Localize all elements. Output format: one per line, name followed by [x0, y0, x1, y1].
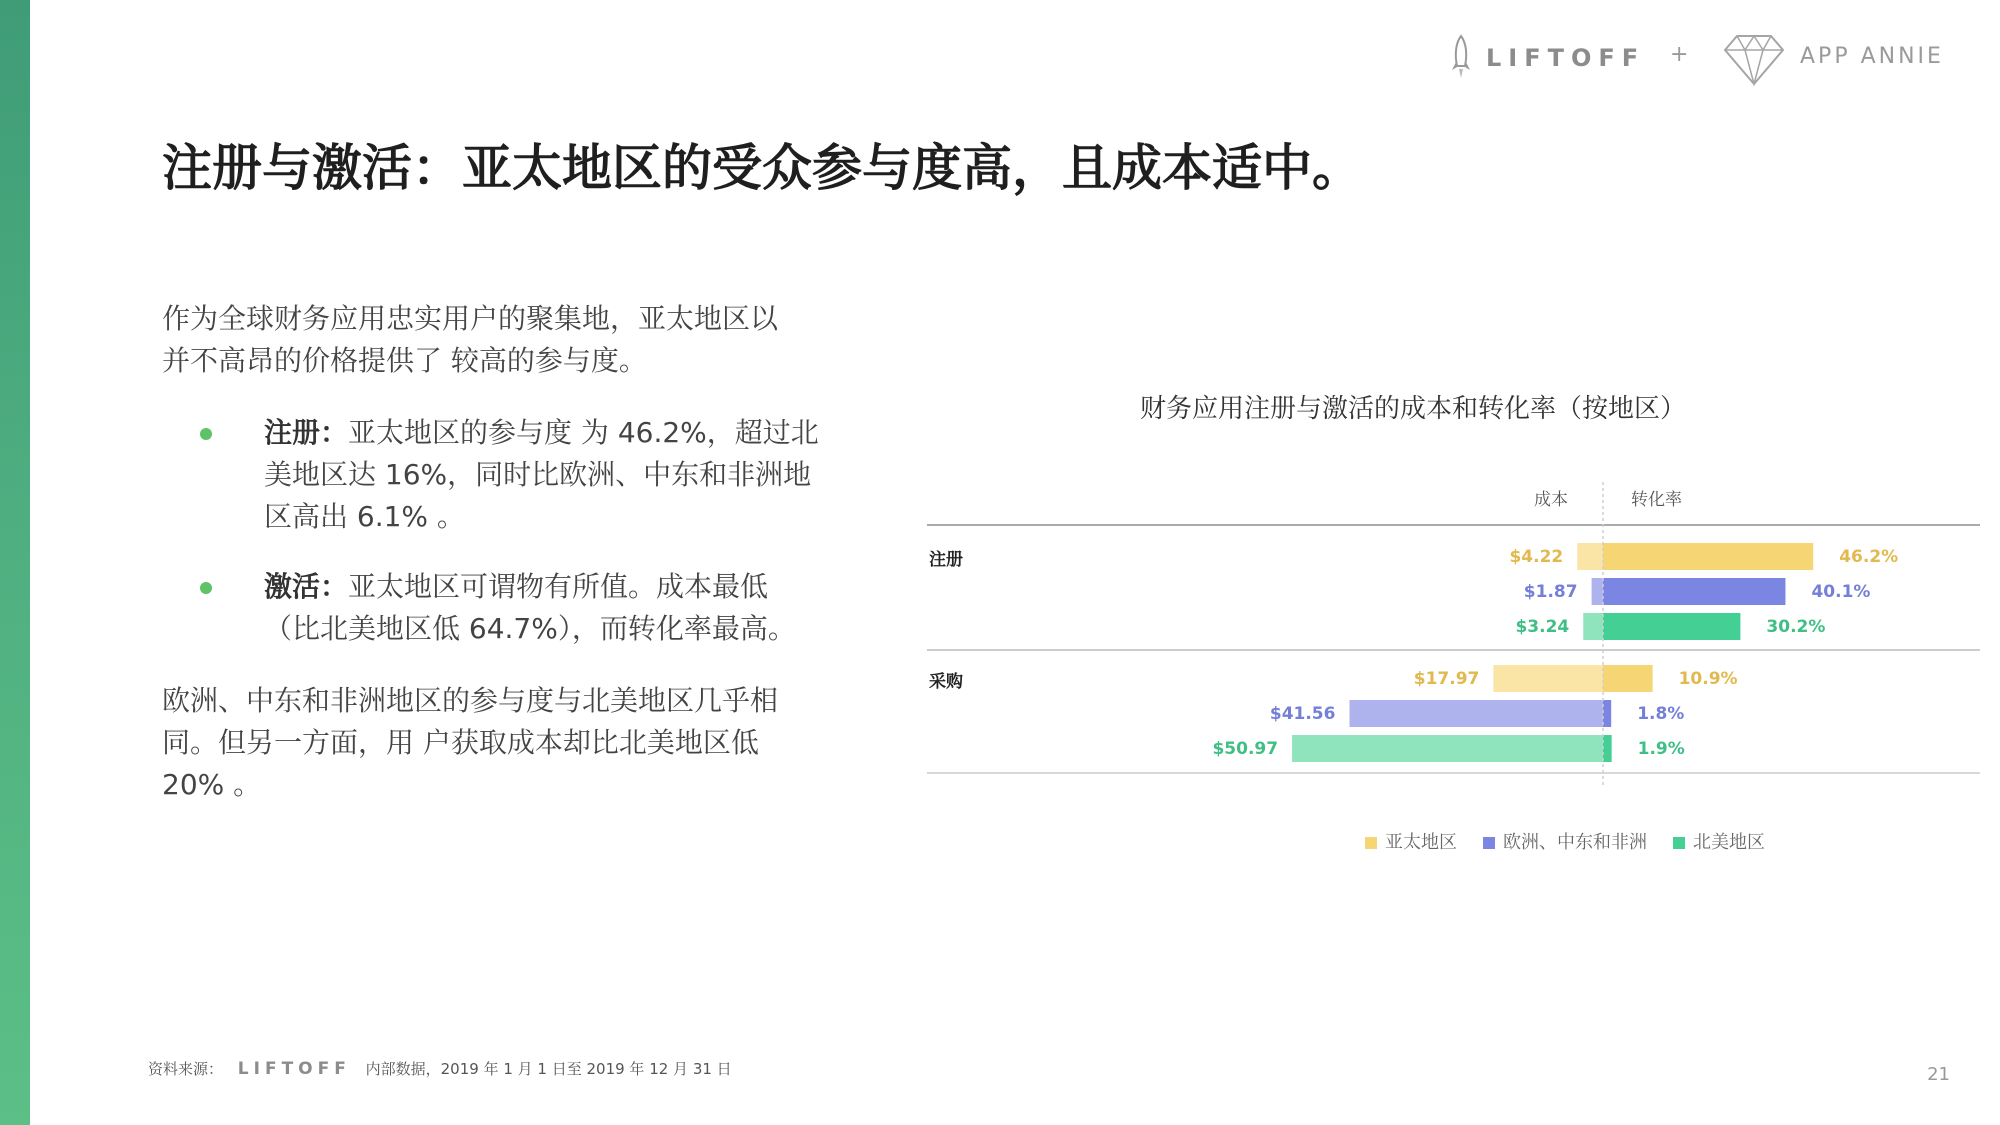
left-accent-bar — [0, 0, 30, 1125]
conversion-data-label: 1.8% — [1637, 704, 1685, 724]
source-text: 内部数据，2019 年 1 月 1 日至 2019 年 12 月 31 日 — [365, 1060, 732, 1078]
conversion-data-label: 30.2% — [1766, 617, 1826, 637]
cost-bar — [1493, 665, 1603, 692]
conversion-bar — [1603, 578, 1785, 605]
bullet-label: 注册： — [264, 416, 349, 449]
page-title: 注册与激活：亚太地区的受众参与度高，且成本适中。 — [162, 139, 1362, 197]
cost-data-label: $17.97 — [1413, 669, 1480, 689]
cost-data-label: $4.22 — [1509, 547, 1564, 567]
plus-sign: + — [1670, 42, 1689, 67]
group-label: 采购 — [929, 672, 963, 692]
conversion-bar — [1603, 735, 1612, 762]
cost-bar — [1592, 578, 1603, 605]
source-label: 资料来源： — [148, 1060, 224, 1078]
legend-item — [1673, 828, 1765, 854]
conversion-bar — [1603, 700, 1611, 727]
bullet-dot — [200, 582, 212, 594]
legend-label: 北美地区 — [1693, 832, 1765, 853]
legend-swatch — [1673, 837, 1685, 849]
page-number: 21 — [1927, 1064, 1950, 1085]
bullet-dot — [200, 428, 212, 440]
cost-bar — [1577, 543, 1603, 570]
cost-data-label: $3.24 — [1515, 617, 1570, 637]
group-label: 注册 — [929, 550, 963, 570]
cost-bar — [1292, 735, 1603, 762]
bullet-label: 激活： — [264, 570, 349, 603]
legend-label: 亚太地区 — [1385, 832, 1457, 853]
chart-title: 财务应用注册与激活的成本和转化率（按地区） — [1140, 394, 1687, 424]
rocket-icon — [1450, 34, 1472, 80]
bullet-text: 亚太地区的参与度 为 46.2%，超过北美地区达 16%，同时比欧洲、中东和非洲地区高出 6.1% 。 — [264, 416, 819, 533]
legend-item — [1483, 828, 1647, 854]
summary-paragraph: 欧洲、中东和非洲地区的参与度与北美地区几乎相同。但另一方面，用 户获取成本却比北美地区低 20% 。 — [162, 684, 779, 801]
liftoff-logo-text: LIFTOFF — [1486, 44, 1646, 72]
conversion-data-label: 10.9% — [1678, 669, 1738, 689]
cost-data-label: $1.87 — [1523, 582, 1578, 602]
legend-swatch — [1365, 837, 1377, 849]
brand-header — [1440, 30, 1960, 90]
conversion-bar — [1603, 613, 1740, 640]
legend-label: 欧洲、中东和非洲 — [1503, 832, 1647, 853]
chart-legend — [1365, 828, 1791, 858]
conversion-column-header: 转化率 — [1631, 490, 1682, 510]
cost-column-header: 成本 — [1534, 490, 1568, 510]
cost-data-label: $41.56 — [1269, 704, 1336, 724]
source-footer — [148, 1058, 732, 1079]
conversion-data-label: 1.9% — [1637, 739, 1685, 759]
diamond-icon — [1723, 32, 1785, 86]
conversion-data-label: 46.2% — [1839, 547, 1899, 567]
cost-bar — [1583, 613, 1603, 640]
app-annie-logo-text: APP ANNIE — [1800, 44, 1944, 69]
conversion-data-label: 40.1% — [1811, 582, 1871, 602]
footer-liftoff-logo: LIFTOFF — [237, 1059, 351, 1079]
conversion-bar — [1603, 665, 1653, 692]
bullet-text: 亚太地区可谓物有所值。成本最低（比北美地区低 64.7%），而转化率最高。 — [264, 570, 796, 645]
legend-swatch — [1483, 837, 1495, 849]
cost-data-label: $50.97 — [1212, 739, 1279, 759]
cost-bar — [1349, 700, 1603, 727]
cost-conversion-chart — [900, 470, 2000, 800]
intro-paragraph: 作为全球财务应用忠实用户的聚集地，亚太地区以并不高昂的价格提供了 较高的参与度。 — [162, 302, 779, 377]
legend-item — [1365, 828, 1457, 854]
conversion-bar — [1603, 543, 1813, 570]
